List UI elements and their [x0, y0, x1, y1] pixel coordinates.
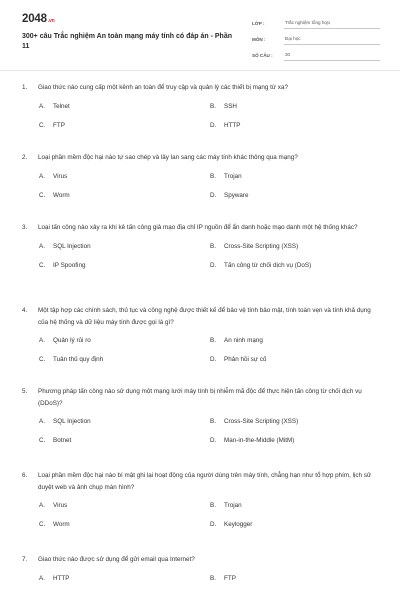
option-b[interactable]	[210, 502, 381, 510]
option-c[interactable]	[39, 122, 210, 130]
option-text: Phản hồi sự cố	[224, 356, 267, 363]
question-number: 1.	[22, 84, 28, 91]
option-letter: D.	[210, 191, 217, 199]
question-4	[22, 305, 378, 364]
option-d[interactable]	[210, 521, 381, 529]
question-text: Giao thức nào được sử dụng để gửi email qua Internet?	[38, 556, 195, 563]
option-a[interactable]	[39, 173, 210, 181]
option-c[interactable]	[39, 356, 210, 364]
meta-label: LỚP :	[252, 21, 265, 26]
question-6	[22, 470, 378, 529]
option-text: SQL Injection	[53, 242, 91, 250]
option-text: An ninh mạng	[224, 337, 263, 344]
option-text: SSH	[224, 102, 237, 110]
option-text: SQL Injection	[53, 418, 91, 425]
option-a[interactable]	[39, 418, 210, 426]
option-text: HTTP	[224, 121, 241, 129]
answer-options	[22, 502, 378, 529]
question-number: 4.	[22, 307, 28, 314]
option-letter: B.	[210, 502, 216, 509]
option-d[interactable]	[210, 262, 381, 270]
answer-options	[22, 173, 378, 200]
question-2	[22, 152, 378, 200]
question-text: Loại phần mềm độc hại nào bí mật ghi lại hoạt động của người dùng trên máy tính, chẳng hạn như tổ hợp phím, lịch sử duyệt web và ảnh chụp màn hình?	[38, 472, 372, 491]
question-text: Loại tấn công nào xảy ra khi kẻ tấn công giả mạo địa chỉ IP nguồn để ẩn danh hoặc mạo danh một hệ thống khác?	[38, 224, 358, 231]
question-text: Phương pháp tấn công nào sử dụng một mạng lưới máy tính bị nhiễm mã độc để thực hiện tấn công từ chối dịch vụ (DDoS)?	[38, 388, 362, 407]
option-a[interactable]	[39, 575, 210, 583]
option-a[interactable]	[39, 243, 210, 251]
option-letter: D.	[210, 437, 217, 444]
answer-options	[22, 575, 378, 583]
option-letter: D.	[210, 261, 217, 269]
option-a[interactable]	[39, 502, 210, 510]
meta-value: Đại học	[284, 36, 380, 45]
logo-domain: .vn	[47, 18, 55, 24]
option-c[interactable]	[39, 192, 210, 200]
option-letter: C.	[39, 261, 46, 269]
meta-row-class	[252, 13, 380, 29]
option-d[interactable]	[210, 122, 381, 130]
option-letter: C.	[39, 521, 46, 528]
option-text: Tấn công từ chối dịch vụ (DoS)	[224, 261, 312, 269]
option-letter: A.	[39, 418, 45, 425]
option-letter: B.	[210, 172, 216, 180]
option-text: Tuân thủ quy định	[53, 356, 104, 363]
option-text: Cross-Site Scripting (XSS)	[224, 418, 299, 425]
option-text: Virus	[53, 172, 68, 180]
meta-row-subject	[252, 29, 380, 45]
option-text: Botnet	[53, 437, 72, 444]
option-b[interactable]	[210, 575, 381, 583]
option-text: Telnet	[53, 102, 70, 110]
option-b[interactable]	[210, 337, 381, 345]
option-text: IP Spoofing	[53, 261, 86, 269]
option-d[interactable]	[210, 356, 381, 364]
question-number: 3.	[22, 224, 28, 231]
site-logo[interactable]	[22, 13, 54, 25]
answer-options	[22, 243, 378, 270]
option-letter: D.	[210, 121, 217, 129]
header-divider	[0, 70, 400, 71]
option-letter: D.	[210, 356, 217, 363]
option-letter: B.	[210, 574, 216, 582]
meta-value: Trắc nghiệm tổng hợp	[284, 20, 380, 29]
option-letter: D.	[210, 521, 217, 528]
question-text: Loại phần mềm độc hại nào tự sao chép và lây lan sang các máy tính khác thông qua mạng?	[38, 154, 298, 161]
question-3	[22, 222, 378, 270]
question-text: Giao thức nào cung cấp một kênh an toàn để truy cập và quản lý các thiết bị mạng từ xa?	[38, 84, 288, 91]
option-text: FTP	[224, 574, 236, 582]
option-b[interactable]	[210, 103, 381, 111]
option-text: Cross-Site Scripting (XSS)	[224, 242, 299, 250]
option-text: Trojan	[224, 502, 242, 509]
logo-text: 2048	[22, 13, 47, 25]
option-letter: A.	[39, 502, 45, 509]
document-meta	[252, 13, 380, 61]
option-a[interactable]	[39, 337, 210, 345]
question-number: 5.	[22, 388, 28, 395]
option-letter: A.	[39, 102, 45, 110]
option-letter: B.	[210, 242, 216, 250]
option-letter: C.	[39, 191, 46, 199]
option-text: Virus	[53, 502, 68, 509]
document-header	[0, 0, 400, 72]
question-text: Một tập hợp các chính sách, thủ tục và công nghệ được thiết kế để bảo vệ tính bảo mật, tính toàn vẹn và tính khả dụng của hệ thống và dữ liệu máy tính được gọi là gì?	[38, 307, 371, 326]
option-b[interactable]	[210, 173, 381, 181]
question-number: 7.	[22, 556, 28, 563]
option-text: Trojan	[224, 172, 242, 180]
option-a[interactable]	[39, 103, 210, 111]
option-letter: C.	[39, 121, 46, 129]
option-letter: A.	[39, 337, 45, 344]
meta-value: 30	[284, 52, 380, 61]
answer-options	[22, 337, 378, 364]
option-text: Man-in-the-Middle (MitM)	[224, 437, 295, 444]
option-letter: A.	[39, 172, 45, 180]
document-title: 300+ câu Trắc nghiệm An toàn mạng máy tính có đáp án - Phần 11	[22, 33, 232, 50]
question-number: 6.	[22, 472, 28, 479]
option-text: Spyware	[224, 191, 249, 199]
question-number: 2.	[22, 154, 28, 161]
option-d[interactable]	[210, 437, 381, 445]
option-b[interactable]	[210, 418, 381, 426]
option-c[interactable]	[39, 262, 210, 270]
option-d[interactable]	[210, 192, 381, 200]
question-7	[22, 554, 378, 583]
question-1	[22, 82, 378, 130]
answer-options	[22, 418, 378, 445]
meta-row-count	[252, 45, 380, 61]
option-text: Keylogger	[224, 521, 253, 528]
meta-label: SỐ CÂU :	[252, 53, 273, 58]
meta-label: MÔN :	[252, 37, 266, 42]
option-text: Worm	[53, 521, 70, 528]
option-letter: B.	[210, 418, 216, 425]
option-letter: C.	[39, 437, 46, 444]
option-text: FTP	[53, 121, 65, 129]
option-text: HTTP	[53, 574, 70, 582]
option-letter: B.	[210, 102, 216, 110]
question-5	[22, 386, 378, 445]
option-b[interactable]	[210, 243, 381, 251]
option-text: Worm	[53, 191, 70, 199]
option-text: Quản lý rủi ro	[53, 337, 91, 344]
option-letter: A.	[39, 242, 45, 250]
option-c[interactable]	[39, 521, 210, 529]
option-letter: C.	[39, 356, 46, 363]
option-letter: B.	[210, 337, 216, 344]
answer-options	[22, 103, 378, 130]
option-c[interactable]	[39, 437, 210, 445]
option-letter: A.	[39, 574, 45, 582]
